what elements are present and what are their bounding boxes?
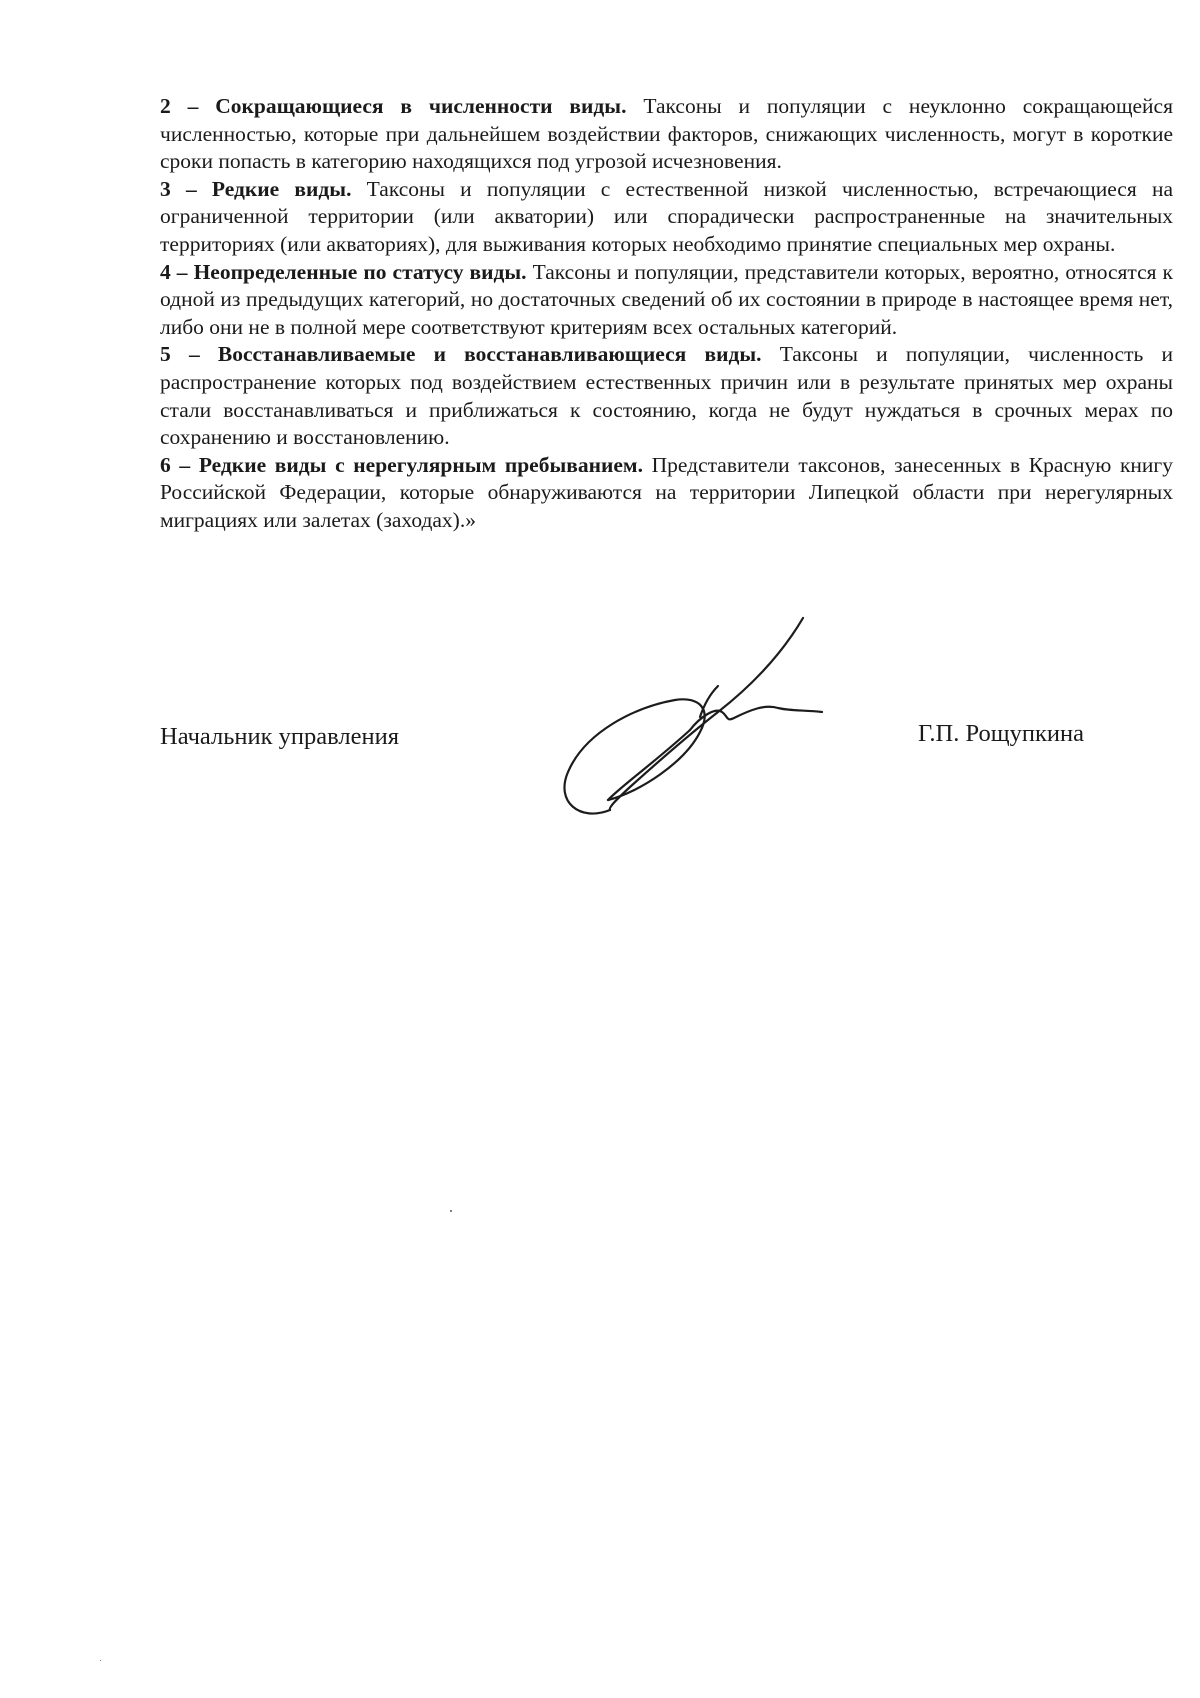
scan-speck — [100, 1660, 101, 1661]
category-description: Таксоны и популяции, представители которых, вероятно, относятся к одной из предыдущих категорий, но достаточных сведений об их состоянии в природе в настоящее время нет, либо они не в полной мере соответствуют критериям всех остальных категорий. — [160, 259, 1173, 339]
category-heading: 2 – Сокращающиеся в численности виды. — [160, 94, 627, 118]
category-description: Представители таксонов, занесенных в Красную книгу Российской Федерации, которые обнаруживаются на территории Липецкой области при нерегулярных миграциях или залетах (заходах).» — [160, 452, 1173, 532]
document-body — [160, 93, 1173, 535]
category-paragraph-4 — [160, 259, 1173, 342]
category-heading: 5 – Восстанавливаемые и восстанавливающиеся виды. — [160, 342, 762, 367]
signatory-position: Начальник управления — [160, 723, 399, 750]
category-heading: 3 – Редкие виды. — [160, 176, 352, 201]
scan-speck — [450, 1210, 452, 1212]
category-paragraph-2 — [160, 93, 1173, 176]
handwritten-signature — [550, 612, 870, 832]
signatory-name: Г.П. Рощупкина — [918, 720, 1084, 747]
category-heading: 4 – Неопределенные по статусу виды. — [160, 259, 527, 284]
category-paragraph-6 — [160, 452, 1173, 535]
category-heading: 6 – Редкие виды с нерегулярным пребыванием. — [160, 452, 643, 477]
category-description: Таксоны и популяции с неуклонно сокращающейся численностью, которые при дальнейшем воздействии факторов, снижающих численность, могут в короткие сроки попасть в категорию находящихся под угрозой исчезновения. — [160, 94, 1173, 174]
category-paragraph-5 — [160, 341, 1173, 451]
category-paragraph-3 — [160, 176, 1173, 259]
category-description: Таксоны и популяции, численность и распространение которых под воздействием естественных причин или в результате принятых мер охраны стали восстанавливаться и приближаться к состоянию, когда не будут нуждаться в срочных мерах по сохранению и восстановлению. — [160, 342, 1173, 450]
category-description: Таксоны и популяции с естественной низкой численностью, встречающиеся на ограниченной территории (или акватории) или спорадически распространенные на значительных территориях (или акваториях), для выживания которых необходимо принятие специальных мер охраны. — [160, 176, 1173, 256]
